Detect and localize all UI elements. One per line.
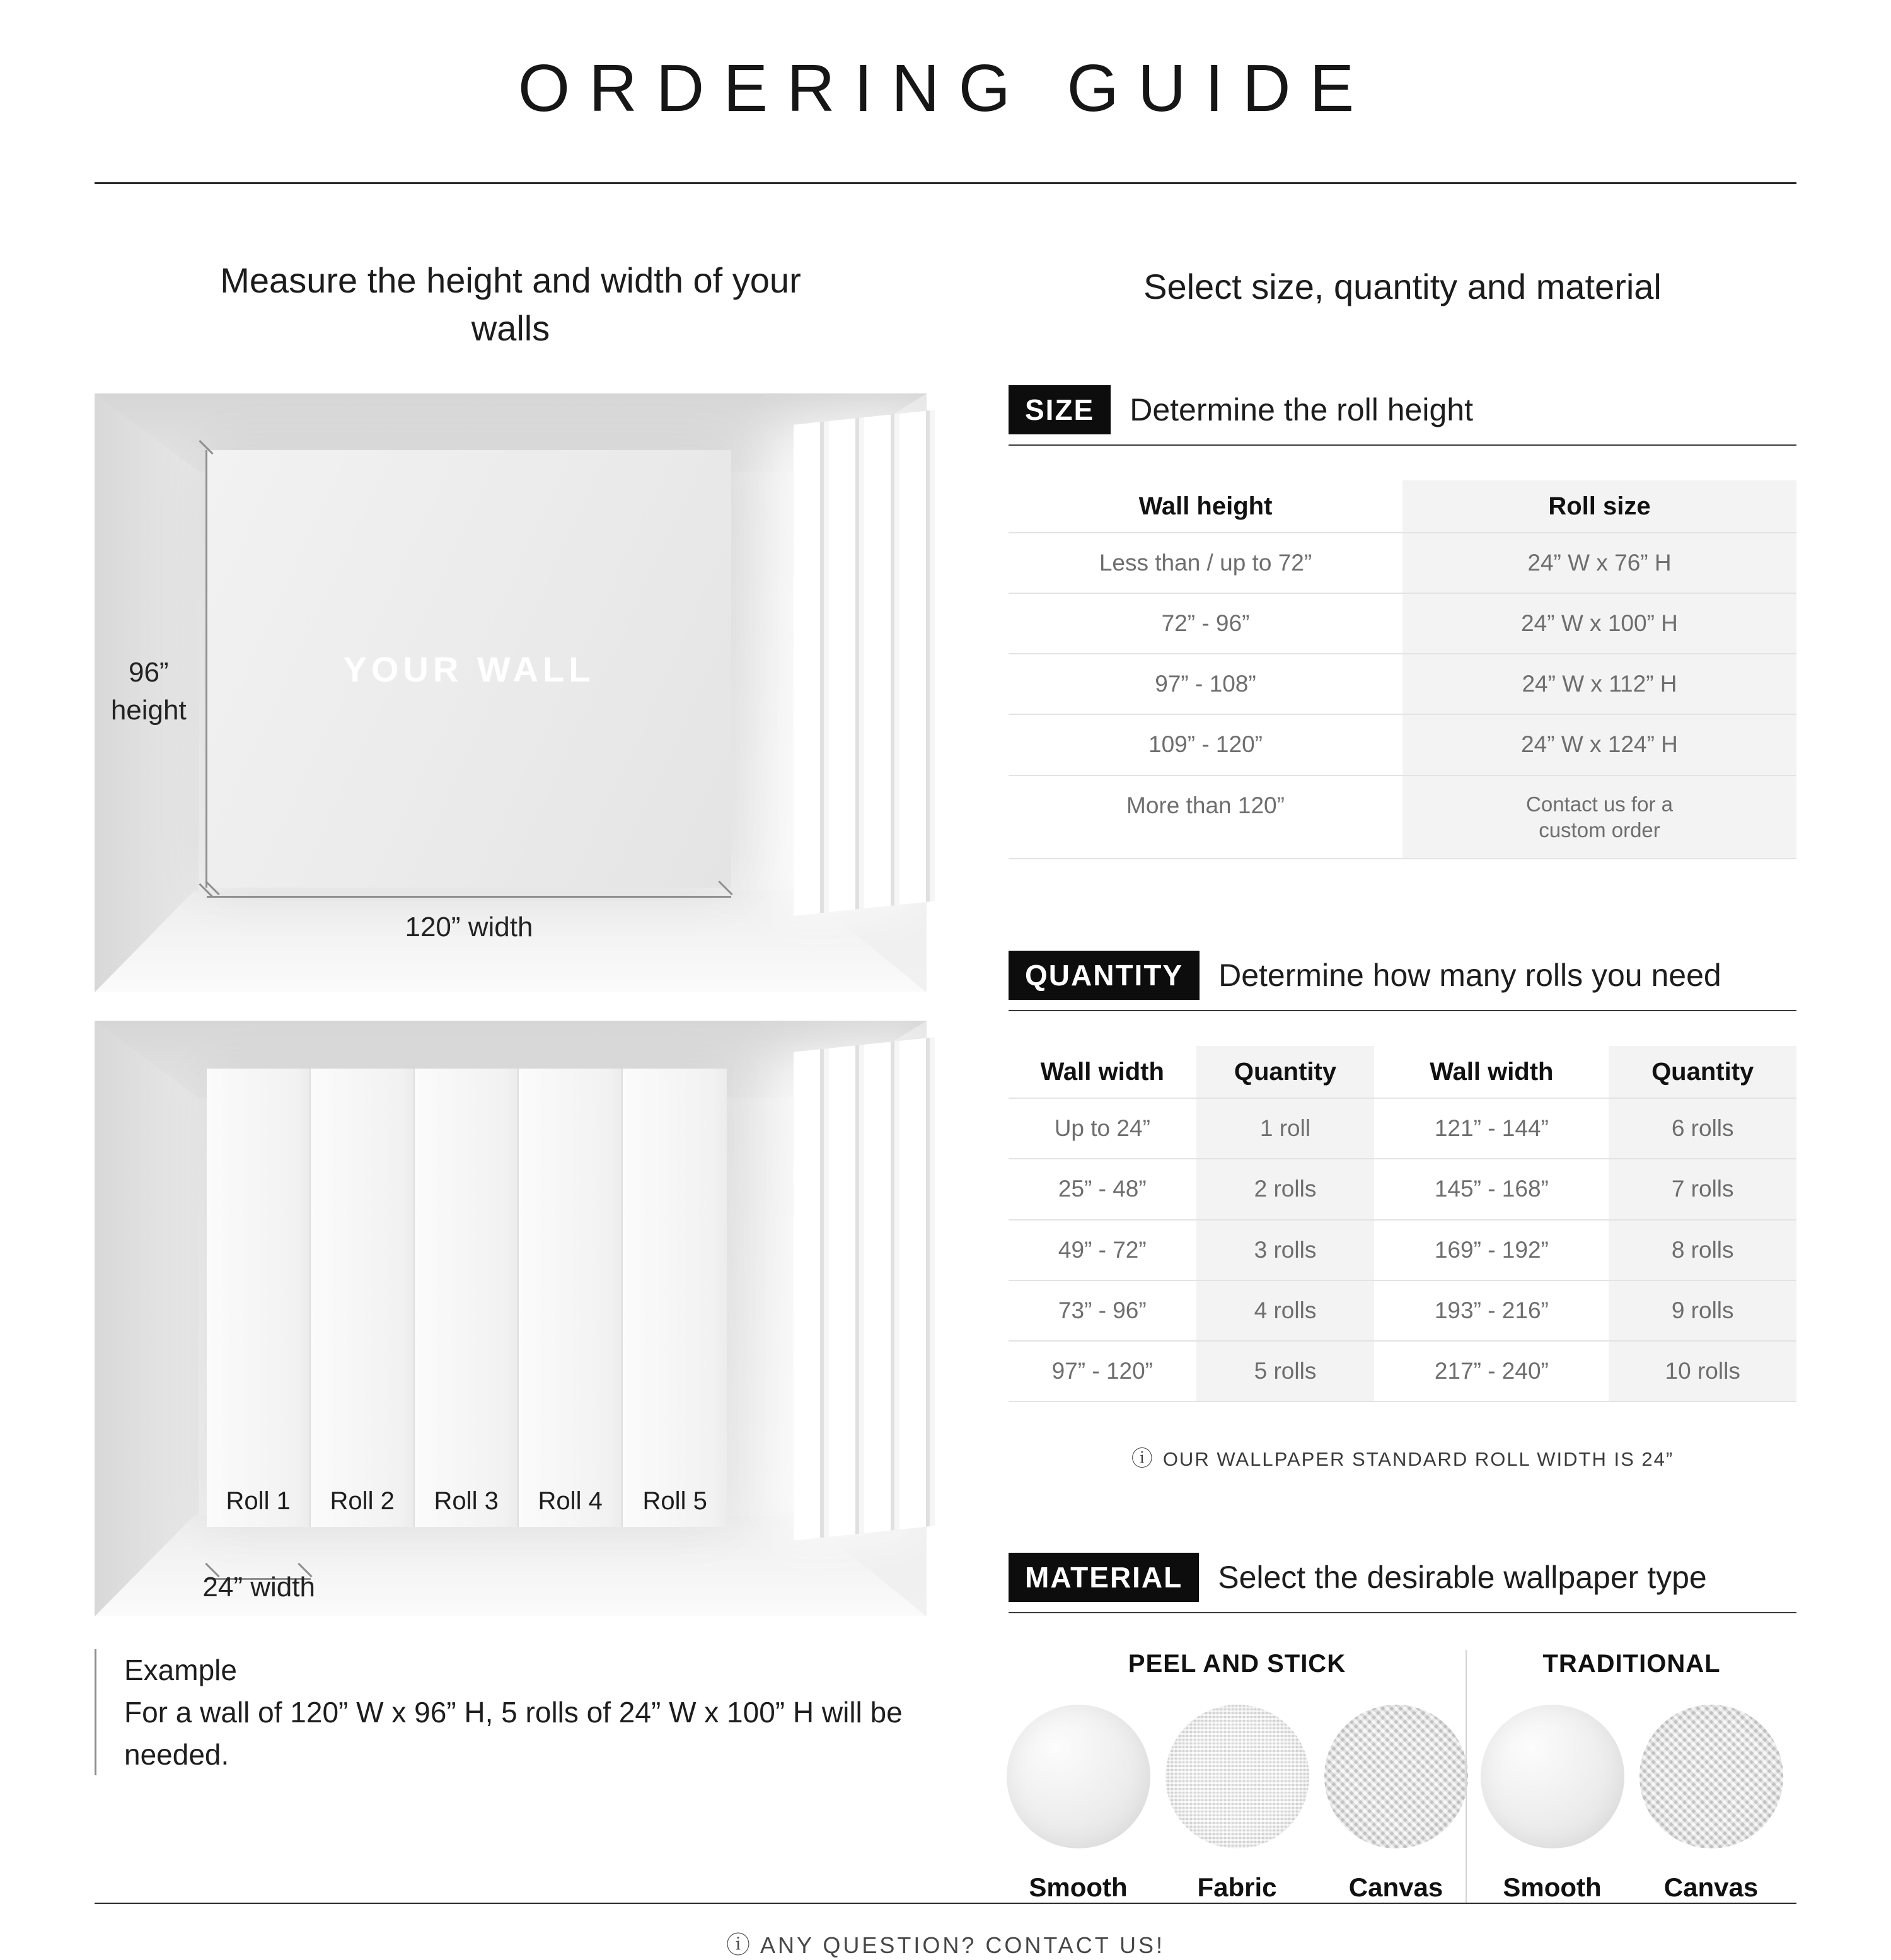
- material-option-label: Smooth: [1029, 1872, 1128, 1903]
- table-cell: 217” - 240”: [1374, 1340, 1609, 1401]
- example-title: Example: [124, 1654, 237, 1687]
- quantity-section-title: Determine how many rolls you need: [1218, 958, 1721, 994]
- material-group-peel-and-stick: [1009, 1650, 1466, 1903]
- canvas-texture-swatch: [1324, 1705, 1468, 1848]
- material-option-label: Fabric: [1197, 1872, 1277, 1903]
- roll-width-note-text: OUR WALLPAPER STANDARD ROLL WIDTH IS 24”: [1162, 1448, 1674, 1471]
- table-cell: 2 rolls: [1196, 1158, 1375, 1219]
- table-cell: 4 rolls: [1196, 1280, 1375, 1340]
- table-cell: 97” - 108”: [1009, 653, 1402, 714]
- footer-note: ANY QUESTION? CONTACT US!: [760, 1932, 1165, 1959]
- material-option-label: Canvas: [1348, 1872, 1443, 1903]
- smooth-texture-swatch: [1007, 1705, 1150, 1848]
- material-option-smooth: [1478, 1705, 1628, 1903]
- table-cell: 5 rolls: [1196, 1340, 1375, 1401]
- quantity-section-head: [1009, 951, 1796, 1011]
- roll-panel: [623, 1069, 727, 1528]
- table-cell: 24” W x 100” H: [1402, 593, 1796, 653]
- material-groups: [1009, 1650, 1796, 1903]
- main-content: [95, 257, 1796, 1903]
- table-cell: 7 rolls: [1609, 1158, 1796, 1219]
- wall-height-value: 96”: [128, 657, 169, 688]
- table-cell: 145” - 168”: [1374, 1158, 1609, 1219]
- material-group-name: PEEL AND STICK: [1128, 1650, 1346, 1678]
- table-cell: 121” - 144”: [1374, 1098, 1609, 1158]
- roll-panel: [519, 1069, 623, 1528]
- table-cell: 169” - 192”: [1374, 1219, 1609, 1280]
- table-cell: Contact us for a custom order: [1402, 775, 1796, 859]
- material-badge: MATERIAL: [1009, 1553, 1199, 1602]
- roll-panel: [207, 1069, 311, 1528]
- table-cell: 1 roll: [1196, 1098, 1375, 1158]
- fabric-texture-swatch: [1165, 1705, 1309, 1848]
- roll-label: Roll 2: [330, 1487, 395, 1516]
- table-cell: 72” - 96”: [1009, 593, 1402, 653]
- material-section-head: [1009, 1553, 1796, 1613]
- size-section-head: [1009, 385, 1796, 446]
- table-cell: 24” W x 112” H: [1402, 653, 1796, 714]
- size-section-title: Determine the roll height: [1130, 391, 1473, 427]
- size-badge: SIZE: [1009, 385, 1111, 434]
- qty-col-header: Wall width: [1430, 1058, 1554, 1086]
- table-cell: Less than / up to 72”: [1009, 532, 1402, 593]
- your-wall-label: YOUR WALL: [343, 649, 595, 689]
- window-panes: [794, 1037, 935, 1540]
- qty-col-header: Wall width: [1040, 1058, 1164, 1086]
- roll-label: Roll 1: [226, 1487, 291, 1516]
- material-option-label: Smooth: [1503, 1872, 1602, 1903]
- quantity-table: [1009, 1046, 1796, 1402]
- wall-height-label: [103, 654, 194, 729]
- table-cell: 3 rolls: [1196, 1219, 1375, 1280]
- info-icon: ⓘ: [726, 1932, 750, 1959]
- wall-height-word: height: [110, 694, 187, 726]
- table-cell: 24” W x 124” H: [1402, 714, 1796, 774]
- select-column: [1009, 257, 1796, 1903]
- size-table: [1009, 480, 1796, 860]
- select-heading: Select size, quantity and material: [1143, 267, 1662, 306]
- roll-width-note: [1009, 1441, 1796, 1472]
- material-option-smooth: [1003, 1705, 1154, 1903]
- size-col-header-roll: Roll size: [1402, 480, 1796, 532]
- page-header: [95, 50, 1796, 184]
- roll-panel: [415, 1069, 519, 1528]
- material-option-fabric: [1162, 1705, 1312, 1903]
- your-wall: [207, 450, 731, 888]
- roll-panels: [207, 1069, 727, 1528]
- table-cell: 8 rolls: [1609, 1219, 1796, 1280]
- roll-label: Roll 5: [642, 1487, 707, 1516]
- material-option-canvas: [1636, 1705, 1786, 1903]
- roll-panel: [311, 1069, 415, 1528]
- example-text: For a wall of 120” W x 96” H, 5 rolls of 24” W x 100” H will be needed.: [124, 1695, 903, 1771]
- size-col-header-wall: Wall height: [1138, 492, 1273, 520]
- table-cell: 73” - 96”: [1009, 1280, 1196, 1340]
- wall-width-label: 120” width: [405, 912, 533, 943]
- table-cell: 10 rolls: [1609, 1340, 1796, 1401]
- table-cell: 25” - 48”: [1009, 1158, 1196, 1219]
- roll-label: Roll 3: [434, 1487, 499, 1516]
- roll-label: Roll 4: [538, 1487, 603, 1516]
- room-illustration-rolls: [95, 1021, 927, 1616]
- quantity-badge: QUANTITY: [1009, 951, 1200, 1000]
- table-cell: 9 rolls: [1609, 1280, 1796, 1340]
- page-footer: [95, 1903, 1796, 1960]
- table-cell: More than 120”: [1009, 775, 1402, 859]
- table-cell: 97” - 120”: [1009, 1340, 1196, 1401]
- table-cell: 193” - 216”: [1374, 1280, 1609, 1340]
- material-options: [1003, 1705, 1471, 1903]
- material-options: [1478, 1705, 1786, 1903]
- qty-col-header: Quantity: [1196, 1046, 1375, 1098]
- table-cell: Up to 24”: [1009, 1098, 1196, 1158]
- table-cell: 6 rolls: [1609, 1098, 1796, 1158]
- material-option-label: Canvas: [1663, 1872, 1759, 1903]
- table-cell: 24” W x 76” H: [1402, 532, 1796, 593]
- roll-width-label: 24” width: [202, 1572, 315, 1603]
- material-group-traditional: [1466, 1650, 1796, 1903]
- room-illustration-measure: [95, 393, 927, 992]
- example-block: [95, 1649, 927, 1775]
- height-measure-line: [205, 450, 207, 888]
- measure-column: [95, 257, 927, 1775]
- table-cell: 49” - 72”: [1009, 1219, 1196, 1280]
- material-group-name: TRADITIONAL: [1542, 1650, 1721, 1678]
- canvas-texture-swatch: [1639, 1705, 1783, 1848]
- header-divider: [95, 182, 1796, 184]
- measure-heading: Measure the height and width of your walls: [220, 260, 801, 348]
- material-option-canvas: [1321, 1705, 1471, 1903]
- qty-col-header: Quantity: [1609, 1046, 1796, 1098]
- smooth-texture-swatch: [1481, 1705, 1624, 1848]
- width-measure-line: [207, 896, 731, 898]
- page-title: ORDERING GUIDE: [518, 51, 1373, 125]
- info-icon: ⓘ: [1131, 1447, 1154, 1471]
- table-cell: 109” - 120”: [1009, 714, 1402, 774]
- window-panes: [794, 410, 935, 916]
- material-section-title: Select the desirable wallpaper type: [1218, 1560, 1707, 1596]
